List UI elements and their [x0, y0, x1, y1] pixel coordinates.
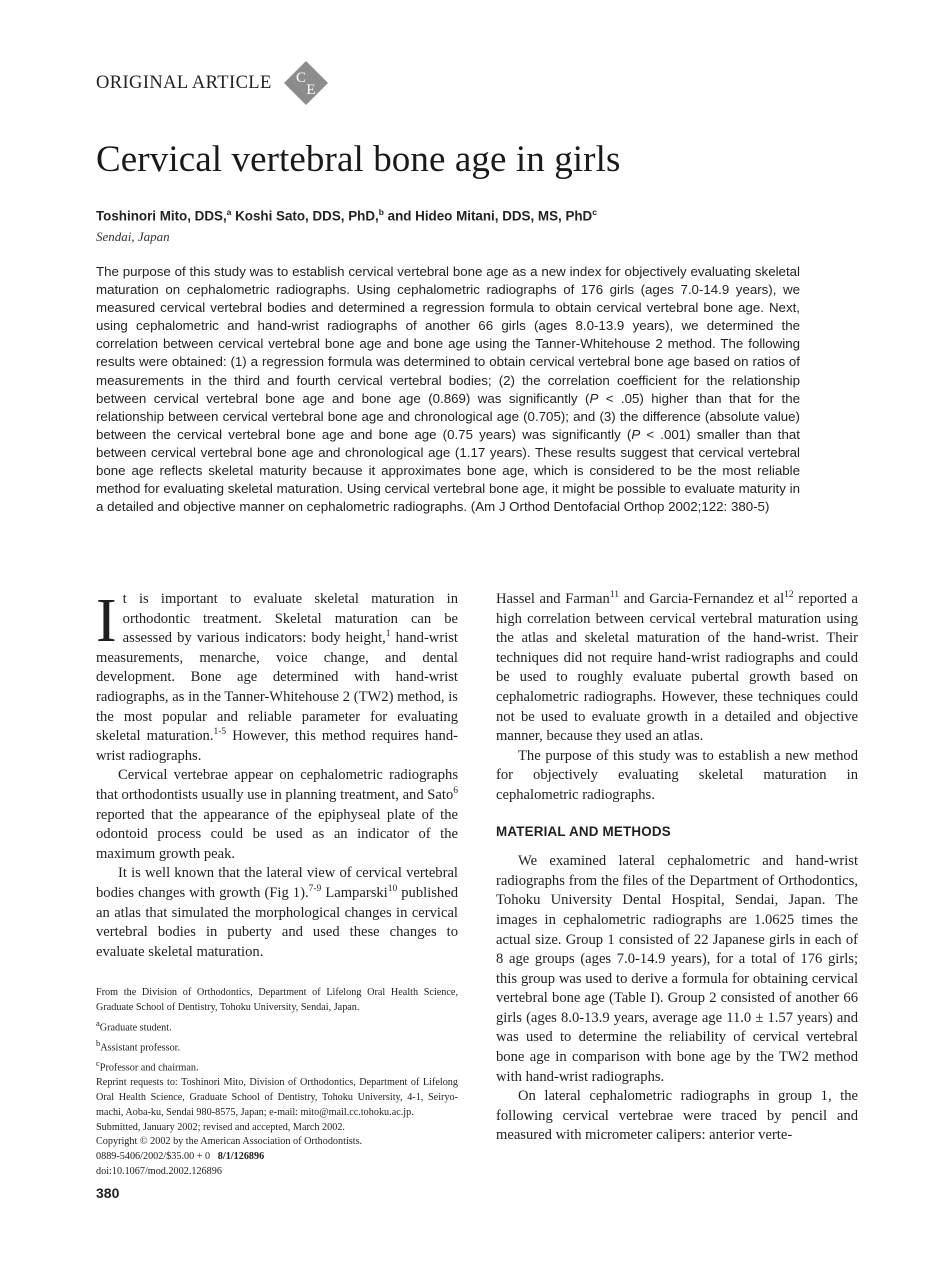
section-heading: MATERIAL AND METHODS — [496, 823, 671, 839]
author-location: Sendai, Japan — [96, 229, 170, 244]
footnote-text: Professor and chairman. — [99, 1062, 199, 1074]
footnote-mark: c — [96, 1057, 100, 1068]
ce-logo — [284, 61, 328, 105]
citation-ref: 1 — [385, 629, 391, 640]
footnote-submitted: Submitted, January 2002; revised and accepted, March 2002. — [96, 1121, 345, 1133]
footnote-text: Graduate student. — [99, 1021, 172, 1033]
author-name: and Hideo Mitani, DDS, MS, PhD — [383, 208, 593, 224]
citation-ref: 6 — [453, 786, 458, 797]
author-affiliation-mark: a — [226, 207, 232, 217]
footnote-mark: b — [96, 1037, 101, 1048]
footnote-copyright: Copyright © 2002 by the American Association of Orthodontists. — [96, 1136, 363, 1148]
body-text: and Garcia-Fernandez et al — [618, 591, 785, 607]
citation-ref: 11 — [609, 590, 619, 601]
ce-logo-letter-c: C — [295, 70, 306, 86]
body-text: reported a high correlation between cervical vertebral maturation using the atlas and skeletal maturation of the hand-wrist. Their techniques did not require hand-wrist radiographs and could be used to roughly evaluate pubertal growth based on cephalometric radiographs. However, these techniques could not be used to evaluate growth in a detailed and objective manner, because they used an atlas. — [496, 591, 858, 745]
body-text: t is important to evaluate skeletal maturation in orthodontic treatment. Skeletal maturation can be assessed by various indicators: body height, — [122, 591, 458, 647]
author-affiliation-mark: b — [378, 207, 384, 217]
article-header — [96, 58, 328, 108]
citation-ref: 1-5 — [213, 727, 227, 738]
footnote-doi: doi:10.1067/mod.2002.126896 — [96, 1165, 222, 1177]
p-value-symbol: P — [631, 426, 641, 442]
body-text: Hassel and Farman — [496, 591, 610, 607]
footnote-issn — [96, 1150, 458, 1165]
footnotes — [96, 986, 458, 1180]
page-number: 380 — [96, 1185, 120, 1201]
p-value-symbol: P — [589, 390, 599, 406]
article-title: Cervical vertebral bone age in girls — [96, 139, 621, 180]
abstract-citation: (Am J Orthod Dentofacial Orthop 2002;122: 380-5) — [467, 499, 770, 515]
body-text: reported that the appearance of the epiphyseal plate of the odontoid process could be used as an indicator of the maximum growth peak. — [96, 806, 458, 862]
body-text: published an atlas that simulated the morphological changes in cervical vertebral bodies in puberty and used these changes to evaluate skeletal maturation. — [96, 884, 459, 960]
body-paragraph — [96, 864, 458, 962]
author-list — [96, 207, 597, 223]
author-affiliation-mark: c — [592, 207, 597, 217]
footnote-b — [96, 1036, 458, 1056]
body-text: It is well known that the lateral view of cervical vertebral bodies changes with growth (Fig 1). — [96, 865, 458, 901]
body-text: Lamparski — [321, 884, 388, 901]
body-text: Cervical vertebrae appear on cephalometric radiographs that orthodontists usually use in planning treatment, and Sato — [96, 767, 458, 803]
body-paragraph — [96, 587, 458, 766]
footnote-mark: a — [96, 1017, 100, 1028]
abstract-text: The purpose of this study was to establish cervical vertebral bone age as a new index for objectively evaluating skeletal maturation on cephalometric radiographs. Using cephalometric radiographs of 176 girls (ages 7.0-14.9 years), we measured cervical vertebral bodies and determined a regression formula to obtain cervical vertebral bone age. Next, using cephalometric and hand-wrist radiographs of another 66 girls (ages 8.0-13.9 years), we determined the correlation between cervical vertebral bone age and bone age using the Tanner-Whitehouse 2 method. The following results were obtained: (1) a regression formula was determined to obtain cervical vertebral bone age based on ratios of measurements in the third and fourth cervical vertebral bodies; (2) the correlation coefficient for the relationship between cervical vertebral bone age and bone age (0.869) was significantly ( — [96, 264, 800, 406]
footnote-text: Assistant professor. — [100, 1042, 181, 1054]
ce-logo-letter-e: E — [306, 82, 316, 98]
abstract-text: < .05) higher than that for the relationship between cervical vertebral bone age and chronological age (0.705); and (3) the difference (absolute value) between the cervical vertebral bone age and bone age (0.75 years) was significantly ( — [96, 390, 801, 442]
body-paragraph: On lateral cephalometric radiographs in group 1, the following cervical vertebrae were traced by pencil and measured with micrometer calipers: anterior verte- — [496, 1088, 858, 1144]
footnote-a — [96, 1016, 458, 1036]
body-paragraph: We examined lateral cephalometric and hand-wrist radiographs from the files of the Department of Orthodontics, Tohoku University Dental Hospital, Sendai, Japan. The images in cephalometric radiographs are 1.0625 times the actual size. Group 1 consisted of 22 Japanese girls in each of 8 age groups (ages 7.0-14.9 years), for a total of 176 girls; this group was used to derive a formula for obtaining cervical vertebral bone age (Table I). Group 2 consisted of another 66 girls (ages 8.0-13.9 years, average age 11.0 ± 1.57 years) and was used to determine the reliability of cervical vertebral bone age in comparison with bone age by the TW2 method with hand-wrist radiographs. — [496, 853, 858, 1085]
footnote-code: 8/1/126896 — [217, 1151, 265, 1163]
footnote-reprint: Reprint requests to: Toshinori Mito, Division of Orthodontics, Department of Lifelong Oral Health Science, Graduate School of Dentistry, Tohoku University, 4-1, Seiryo-machi, Aoba-ku, Sendai 980-8575, Japan; e-mail: mito@mail.cc.tohoku.ac.jp. — [96, 1077, 458, 1118]
abstract — [96, 263, 800, 516]
drop-cap: I — [96, 587, 117, 655]
abstract-text: < .001) smaller than that between cervical vertebral bone age and chronological age (1.17 years). These results suggest that cervical vertebral bone age reflects skeletal maturity because it approximates bone age, which is considered to be the most reliable method for evaluating skeletal maturation. Using cervical vertebral bone age, it might be possible to evaluate maturity in a detailed and objective manner on cephalometric radiographs. — [96, 426, 800, 515]
footnote-c — [96, 1056, 458, 1076]
body-paragraph: The purpose of this study was to establish a new method for objectively evaluating skeletal maturation in cephalometric radiographs. — [496, 747, 858, 803]
body-text: hand-wrist measurements, menarche, voice change, and dental development. Bone age determined with hand-wrist radiographs, as in the Tanner-Whitehouse 2 (TW2) method, is the most popular and reliable parameter for evaluating skeletal maturation. — [96, 630, 458, 745]
body-text: However, this method requires hand-wrist radiographs. — [96, 728, 458, 764]
footnote-affiliation: From the Division of Orthodontics, Department of Lifelong Oral Health Science, Graduate School of Dentistry, Tohoku University, Sendai, Japan. — [96, 987, 458, 1013]
body-column-right — [496, 590, 858, 1146]
footnote-issn-text: 0889-5406/2002/$35.00 + 0 — [96, 1151, 211, 1163]
body-paragraph — [496, 590, 858, 747]
body-paragraph — [96, 766, 458, 864]
section-label: ORIGINAL ARTICLE — [96, 72, 272, 93]
citation-ref: 12 — [784, 590, 794, 601]
citation-ref: 10 — [387, 884, 398, 895]
author-name: Toshinori Mito, DDS, — [96, 208, 227, 224]
body-column-left — [96, 587, 459, 962]
citation-ref: 7-9 — [308, 884, 322, 895]
author-name: Koshi Sato, DDS, PhD, — [231, 208, 379, 224]
